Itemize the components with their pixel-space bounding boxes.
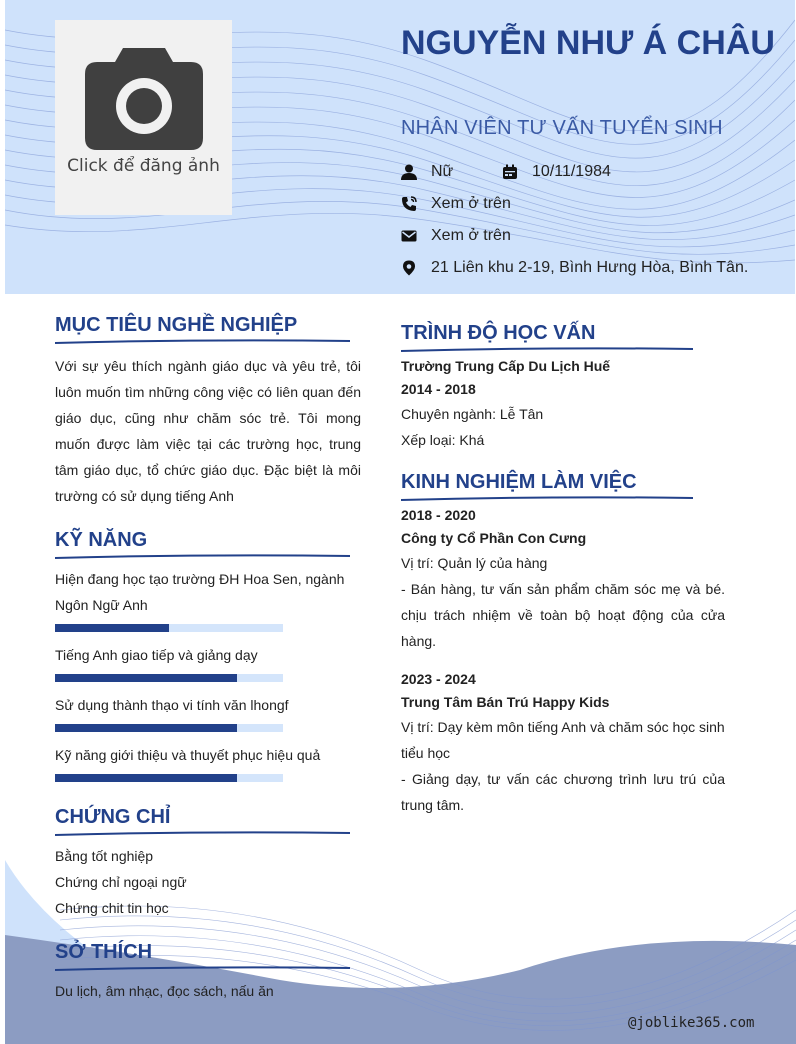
skill-level-fill <box>55 674 237 682</box>
experience-position: Vị trí: Dạy kèm môn tiếng Anh và chăm sóc học sinh tiểu học <box>401 719 725 761</box>
certificates-section <box>55 806 361 921</box>
skills-section <box>55 529 361 782</box>
phone-icon <box>401 196 417 212</box>
experience-section <box>401 471 725 818</box>
objective-text: Với sự yêu thích ngành giáo dục và yêu trẻ, tôi luôn muốn tìm những công việc có liên quan đến giáo dục, cũng như chăm sóc trẻ. Tôi mong muốn được làm việc tại các trường học, trung tâm giáo dục, tổ chức giáo dục. Đặc biệt là môi trường có sử dụng tiếng Anh <box>55 358 361 504</box>
certificate-item: Bằng tốt nghiệp <box>55 848 154 864</box>
job-title: NHÂN VIÊN TƯ VẤN TUYỂN SINH <box>401 117 723 139</box>
candidate-name: NGUYỄN NHƯ Á CHÂU <box>401 24 775 62</box>
experience-period: 2018 - 2020 <box>401 507 476 523</box>
phone-row <box>401 195 511 213</box>
experience-period: 2023 - 2024 <box>401 671 476 687</box>
skill-level-fill <box>55 624 169 632</box>
education-period: 2014 - 2018 <box>401 381 476 397</box>
address-row <box>401 259 748 277</box>
birthdate-row <box>502 163 611 181</box>
right-column <box>401 322 725 818</box>
hobbies-title: SỞ THÍCH <box>55 941 153 963</box>
section-underline <box>55 339 350 345</box>
experience-item <box>401 504 725 654</box>
skill-label: Hiện đang học tạo trường ĐH Hoa Sen, ngành Ngôn Ngữ Anh <box>55 571 345 613</box>
skill-label: Kỹ năng giới thiệu và thuyết phục hiệu quả <box>55 747 321 763</box>
section-underline <box>55 966 350 972</box>
skill-label: Sử dụng thành thạo vi tính văn lhongf <box>55 697 289 713</box>
hobbies-section <box>55 941 361 1004</box>
certificates-list <box>55 843 361 921</box>
gender-value: Nữ <box>431 163 454 180</box>
location-pin-icon <box>401 260 417 276</box>
section-underline <box>55 831 350 837</box>
section-underline <box>401 496 693 502</box>
skill-level-bar <box>55 674 283 682</box>
skill-level-fill <box>55 724 237 732</box>
skill-item <box>55 642 361 682</box>
photo-upload-label: Click để đăng ảnh <box>67 156 220 176</box>
objective-title: MỤC TIÊU NGHỀ NGHIỆP <box>55 314 298 336</box>
education-section <box>401 322 725 453</box>
education-major: Chuyên ngành: Lễ Tân <box>401 406 544 422</box>
skill-item <box>55 692 361 732</box>
person-icon <box>401 164 417 180</box>
objective-section <box>55 314 361 509</box>
skill-level-bar <box>55 774 283 782</box>
skills-list <box>55 566 361 782</box>
section-underline <box>55 554 350 560</box>
skill-level-bar <box>55 724 283 732</box>
experience-list <box>401 504 725 818</box>
skill-item <box>55 566 361 632</box>
education-school: Trường Trung Cấp Du Lịch Huế <box>401 358 611 374</box>
birthdate-value: 10/11/1984 <box>532 163 611 180</box>
skill-level-bar <box>55 624 283 632</box>
camera-icon <box>85 48 203 150</box>
experience-item <box>401 668 725 818</box>
skill-item <box>55 742 361 782</box>
envelope-icon <box>401 228 417 244</box>
education-grade: Xếp loại: Khá <box>401 432 485 448</box>
experience-title: KINH NGHIỆM LÀM VIỆC <box>401 471 637 493</box>
calendar-icon <box>502 164 518 180</box>
email-row <box>401 227 511 245</box>
section-underline <box>401 347 693 353</box>
experience-company: Trung Tâm Bán Trú Happy Kids <box>401 694 610 710</box>
left-column <box>55 314 361 1004</box>
address-value: 21 Liên khu 2-19, Bình Hưng Hòa, Bình Tân. <box>431 259 749 276</box>
experience-description: - Giảng dạy, tư vấn các chương trình lưu trú của trung tâm. <box>401 771 725 813</box>
skills-title: KỸ NĂNG <box>55 529 148 551</box>
gender-row <box>401 163 453 181</box>
certificate-item: Chứng chit tin học <box>55 900 169 916</box>
skill-label: Tiếng Anh giao tiếp và giảng dạy <box>55 647 258 663</box>
skill-level-fill <box>55 774 237 782</box>
phone-value: Xem ở trên <box>431 195 511 212</box>
certificates-title: CHỨNG CHỈ <box>55 806 171 828</box>
experience-description: - Bán hàng, tư vấn sản phẩm chăm sóc mẹ và bé. chịu trách nhiệm về toàn bộ hoạt động của cửa hàng. <box>401 581 725 649</box>
experience-company: Công ty Cổ Phần Con Cưng <box>401 530 587 546</box>
footer-handle: @joblike365.com <box>628 1015 755 1031</box>
hobbies-text: Du lịch, âm nhạc, đọc sách, nấu ăn <box>55 983 274 999</box>
photo-upload[interactable] <box>55 20 232 215</box>
education-title: TRÌNH ĐỘ HỌC VẤN <box>401 322 596 344</box>
certificate-item: Chứng chỉ ngoại ngữ <box>55 874 187 890</box>
experience-position: Vị trí: Quản lý của hàng <box>401 555 548 571</box>
email-value: Xem ở trên <box>431 227 511 244</box>
